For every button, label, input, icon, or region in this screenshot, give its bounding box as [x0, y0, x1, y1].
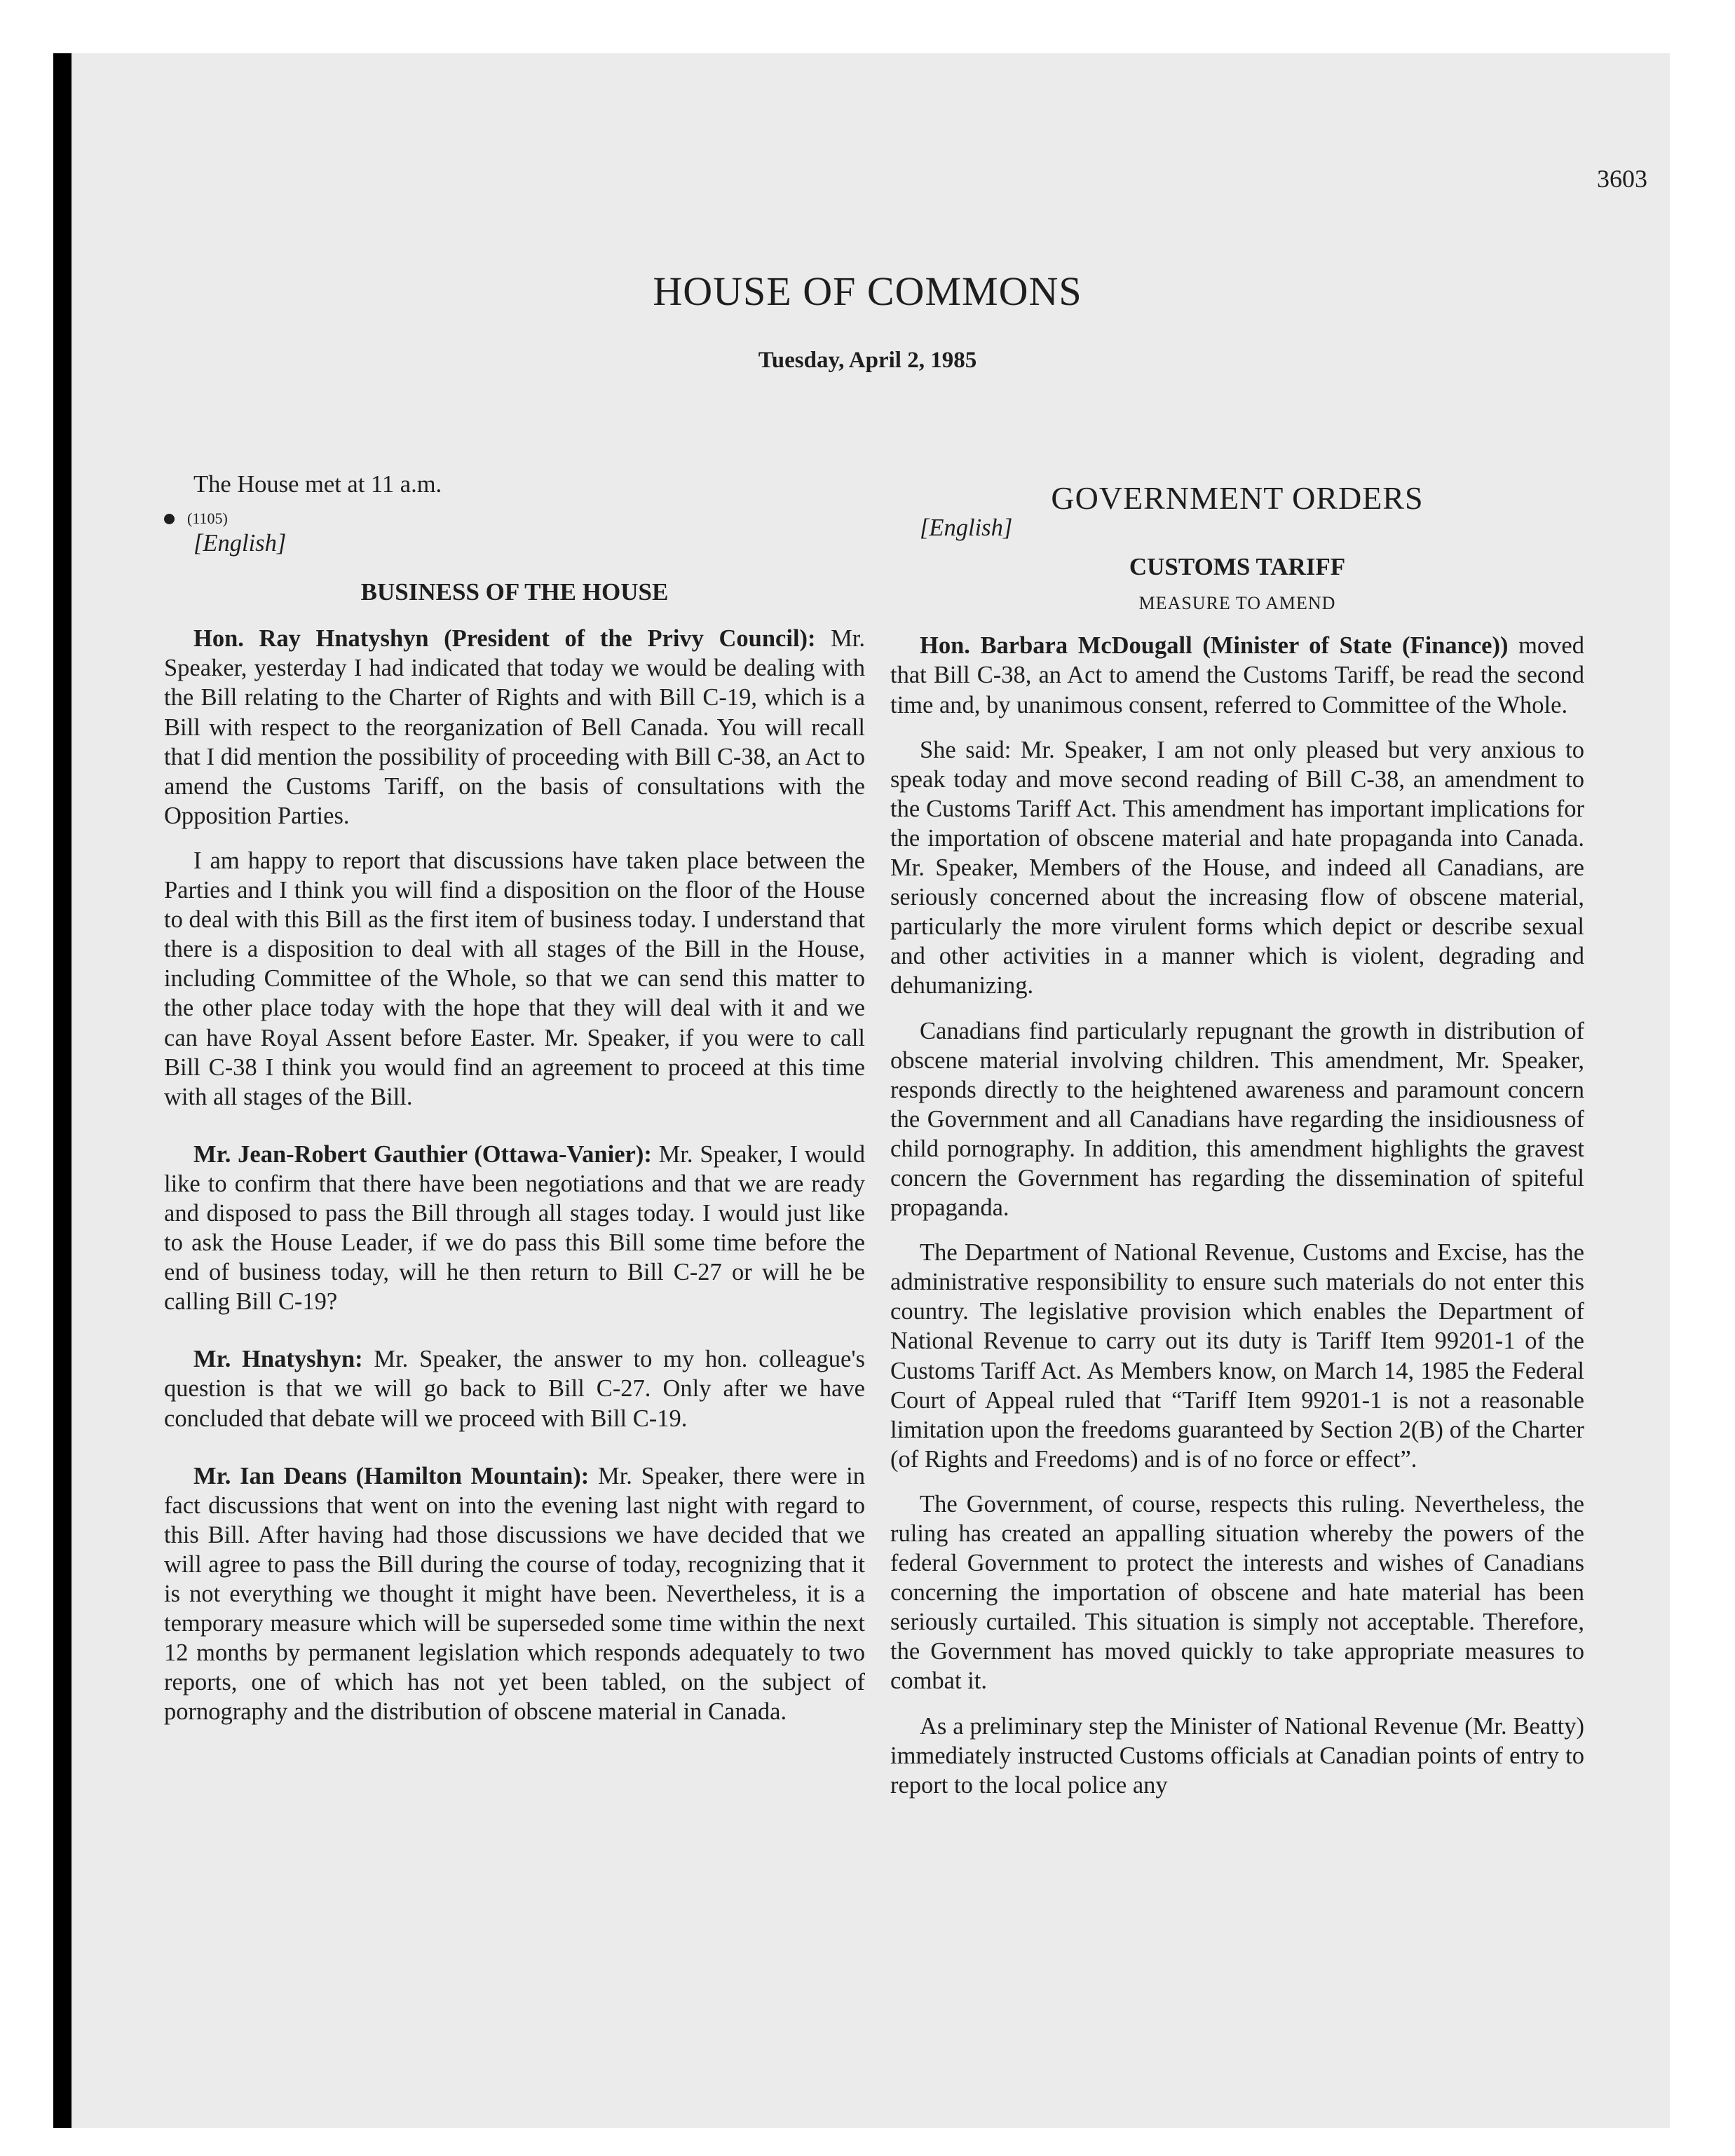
section-heading: BUSINESS OF THE HOUSE — [360, 578, 669, 606]
speech-text: Mr. Speaker, the answer to my hon. colleague's question is that we will go back to Bill C-27. Only after we have concluded that debate will we proceed with Bill C-19. — [164, 1346, 865, 1432]
speech-paragraph: As a preliminary step the Minister of National Revenue (Mr. Beatty) immediately instructed Customs officials at Canadian points of entry to report to the local police any — [890, 1712, 1584, 1799]
motion-text: moved that Bill C-38, an Act to amend the Customs Tariff, be read the second time and, by unanimous consent, referred to Committee of the Whole. — [890, 632, 1584, 718]
bill-subheading: MEASURE TO AMEND — [1138, 593, 1336, 614]
speaker-name: Mr. Hnatyshyn: — [193, 1346, 363, 1373]
left-column — [164, 470, 865, 1726]
speaker-name: Hon. Barbara McDougall (Minister of State (Finance)) — [920, 632, 1509, 660]
speaker-name: Hon. Ray Hnatyshyn (President of the Privy Council): — [193, 625, 816, 653]
speech-paragraph: The Department of National Revenue, Customs and Excise, has the administrative responsibility to ensure such materials do not enter this country. The legislative provision which enables the Department of National Revenue to carry out its duty is Tariff Item 99201-1 of the Customs Tariff Act. As Members know, on March 14, 1985 the Federal Court of Appeal ruled that “Tariff Item 99201-1 is not a reasonable limitation upon the freedoms guaranteed by Section 2(B) of the Charter (of Rights and Freedoms) and is of no force or effect”. — [890, 1239, 1584, 1473]
speech-paragraph: Canadians find particularly repugnant the growth in distribution of obscene material involving children. This amendment, Mr. Speaker, responds directly to the heightened awareness and paramount concern the Government and all Canadians have regarding the insidiousness of child pornography. In addition, this amendment highlights the gravest concern the Government has regarding the dissemination of spiteful propaganda. — [890, 1017, 1584, 1222]
speech-paragraph: She said: Mr. Speaker, I am not only pleased but very anxious to speak today and move second reading of Bill C-38, an amendment to the Customs Tariff Act. This amendment has important implications for the importation of obscene material and hate propaganda into Canada. Mr. Speaker, Members of the House, and indeed all Canadians, are seriously concerned about the increasing flow of obscene material, particularly the more virulent forms which depict or describe sexual and other activities in a manner which is violent, degrading and dehumanizing. — [890, 736, 1584, 999]
speech-paragraph — [164, 1140, 865, 1317]
right-column — [890, 470, 1584, 1800]
page-title: HOUSE OF COMMONS — [653, 268, 1082, 314]
speech-text: Mr. Speaker, there were in fact discussions that went on into the evening last night with regard to this Bill. After having had those discussions we have decided that we will agree to pass the Bill during the course of today, recognizing that it is not everything we thought it might have been. Nevertheless, it is a temporary measure which will be superseded some time within the next 12 months by permanent legislation which responds adequately to two reports, one of which has not yet been tabled, on the subject of pornography and the distribution of obscene material in Canada. — [164, 1462, 866, 1726]
motion-paragraph — [890, 631, 1584, 719]
speech-paragraph — [164, 1461, 865, 1727]
bill-heading: CUSTOMS TARIFF — [1129, 553, 1346, 581]
speaker-name: Mr. Ian Deans (Hamilton Mountain): — [193, 1462, 590, 1489]
language-tag: [English] — [920, 514, 1013, 542]
speaker-name: Mr. Jean-Robert Gauthier (Ottawa-Vanier): — [193, 1140, 652, 1168]
speech-paragraph — [164, 624, 865, 831]
language-tag: [English] — [193, 530, 287, 557]
speech-text: Mr. Speaker, yesterday I had indicated that today we would be dealing with the Bill relating to the Charter of Rights and with Bill C-19, which is a Bill with respect to the reorganization of Bell Canada. You will recall that I did mention the possibility of proceeding with Bill C-38, an Act to amend the Customs Tariff, on the basis of consultations with the Opposition Parties. — [164, 625, 866, 829]
sitting-date: Tuesday, April 2, 1985 — [758, 348, 977, 373]
speech-text: Mr. Speaker, I would like to confirm that there have been negotiations and that we are ready and disposed to pass the Bill through all stages today. I would just like to ask the House Leader, if we do pass this Bill some time before the end of business today, will he then return to Bill C-27 or will he be calling Bill C-19? — [164, 1140, 866, 1316]
time-marker — [164, 509, 865, 528]
page-number: 3603 — [1597, 165, 1647, 193]
speech-paragraph: I am happy to report that discussions have taken place between the Parties and I think you will find a disposition on the floor of the House to deal with this Bill as the first item of business today. I understand that there is a disposition to deal with all stages of the Bill in the House, including Committee of the Whole, so that we can send this matter to the other place today with the hope that they will deal with it and we can have Royal Assent before Easter. Mr. Speaker, if you were to call Bill C-38 I think you would find an agreement to proceed at this time with all stages of the Bill. — [164, 847, 865, 1110]
sitting-start: The House met at 11 a.m. — [193, 471, 442, 498]
speech-paragraph — [164, 1344, 865, 1433]
orders-heading: GOVERNMENT ORDERS — [1051, 480, 1424, 516]
speech-paragraph: The Government, of course, respects this ruling. Nevertheless, the ruling has created an appalling situation whereby the powers of the federal Government to protect the interests and wishes of Canadians concerning the importation of obscene and hate material has been seriously curtailed. This situation is simply not acceptable. Therefore, the Government has moved quickly to take appropriate measures to combat it. — [890, 1490, 1584, 1695]
time-marker-text: (1105) — [187, 510, 228, 528]
bullet-icon — [164, 514, 175, 524]
